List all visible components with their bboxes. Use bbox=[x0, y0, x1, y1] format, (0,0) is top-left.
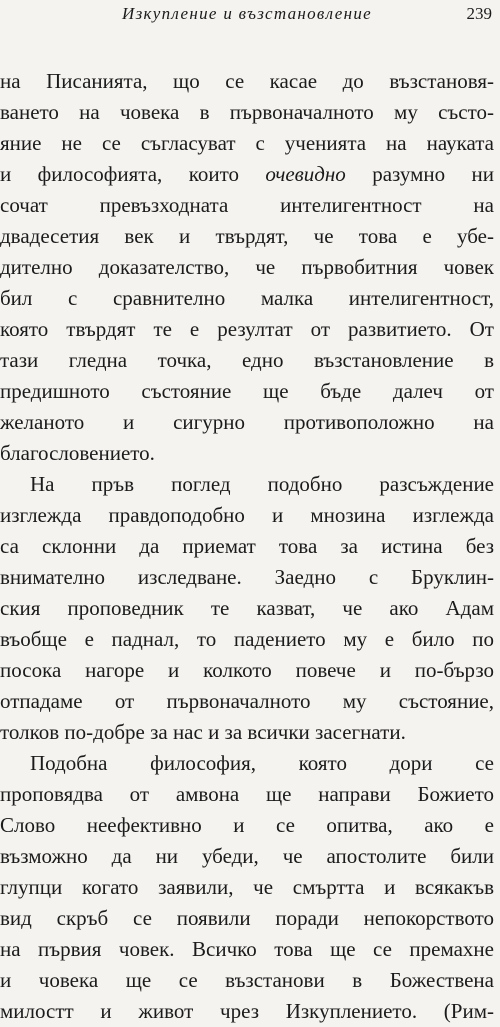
text-segment: и философията, които bbox=[0, 162, 239, 186]
text-line: са склонни да приемат това за истина без bbox=[0, 534, 494, 558]
text-line: въобще е паднал, то падението му е било по bbox=[0, 627, 494, 651]
page-number: 239 bbox=[466, 4, 492, 23]
text-line: благословението. bbox=[0, 441, 155, 465]
text-line: ския проповедник те казват, че ако Адам bbox=[0, 596, 494, 620]
text-line: изглежда правдоподобно и мнозина изглежда bbox=[0, 503, 494, 527]
text-line: На пръв поглед подобно разсъждение bbox=[30, 472, 494, 496]
text-line: внимателно изследване. Заедно с Бруклин- bbox=[0, 565, 494, 589]
text-line: предишното състояние ще бъде далеч от bbox=[0, 379, 494, 403]
text-line: желаното и сигурно противоположно на bbox=[0, 410, 494, 434]
text-line: и човека ще се възстанови в Божествена bbox=[0, 968, 494, 992]
text-line: възможно да ни убеди, че апостолите били bbox=[0, 844, 494, 868]
text-line: дително доказателство, че първобитния човек bbox=[0, 255, 494, 279]
body-text bbox=[0, 66, 494, 1027]
running-title: Изкупление и възстановление bbox=[122, 4, 372, 23]
text-line: на първия човек. Всичко това ще се премахне bbox=[0, 937, 494, 961]
text-line: Подобна философия, която дори се bbox=[30, 751, 494, 775]
text-line bbox=[0, 159, 494, 190]
text-line: тази гледна точка, едно възстановление в bbox=[0, 348, 494, 372]
text-line: посока нагоре и колкото повече и по-бързо bbox=[0, 658, 494, 682]
text-line: Слово неефективно и се опитва, ако е bbox=[0, 813, 494, 837]
text-segment: разумно ни bbox=[372, 162, 494, 186]
text-line: вид скръб се появили поради непокорството bbox=[0, 906, 494, 930]
text-line: отпадаме от първоначалното му състояние, bbox=[0, 689, 494, 713]
text-line: милостт и живот чрез Изкуплението. (Рим- bbox=[0, 999, 494, 1023]
text-line: сочат превъзходната интелигентност на bbox=[0, 193, 494, 217]
emphasized-word: очевидно bbox=[265, 162, 346, 186]
text-line: толков по-добре за нас и за всички засегнати. bbox=[0, 720, 406, 744]
text-line: проповядва от амвона ще направи Божието bbox=[0, 782, 494, 806]
text-line: двадесетия век и твърдят, че това е убе- bbox=[0, 224, 494, 248]
text-line: бил с сравнително малка интелигентност, bbox=[0, 286, 494, 310]
text-line: яние не се съгласуват с ученията на науката bbox=[0, 131, 494, 155]
running-header bbox=[0, 4, 494, 28]
text-line: на Писанията, що се касае до възстановя- bbox=[0, 69, 494, 93]
text-line: която твърдят те е резултат от развитието. От bbox=[0, 317, 494, 341]
text-line: глупци когато заявили, че смъртта и всякакъв bbox=[0, 875, 494, 899]
text-line: ването на човека в първоначалното му състо- bbox=[0, 100, 494, 124]
